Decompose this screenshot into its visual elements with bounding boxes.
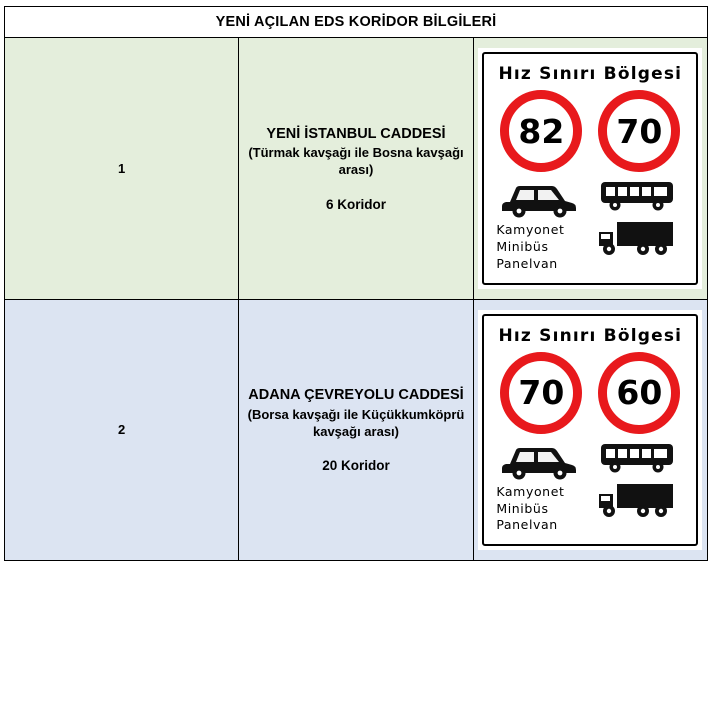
speed-limit-left-value: 82 <box>518 111 565 151</box>
page-title: YENİ AÇILAN EDS KORİDOR BİLGİLERİ <box>5 7 708 38</box>
speed-limit-right-value: 70 <box>616 111 663 151</box>
vehicle-group <box>492 178 688 273</box>
speed-limit-right-value: 60 <box>616 373 663 413</box>
vehicle-left-column <box>496 440 590 535</box>
vehicle-right-column <box>590 178 684 258</box>
vehicle-label: Minibüs <box>496 238 549 254</box>
row-index: 2 <box>5 299 239 561</box>
vehicle-label: Kamyonet <box>496 483 565 499</box>
speed-limit-sign <box>482 52 698 285</box>
speed-limit-left <box>500 352 582 434</box>
street-section: (Borsa kavşağı ile Küçükkumköprü kavşağı arası) <box>247 406 465 439</box>
document-page <box>0 6 712 708</box>
car-icon <box>496 440 580 480</box>
vehicle-labels <box>496 484 564 535</box>
vehicle-label: Panelvan <box>496 255 558 271</box>
speed-limit-right <box>598 352 680 434</box>
table-title-row <box>5 7 708 38</box>
vehicle-left-column <box>496 178 590 273</box>
speed-limit-group <box>492 90 688 172</box>
speed-limit-left <box>500 90 582 172</box>
bus-icon <box>595 440 679 474</box>
street-section: (Türmak kavşağı ile Bosna kavşağı arası) <box>248 144 464 177</box>
sign-heading: Hız Sınırı Bölgesi <box>498 64 683 84</box>
row-sign-cell <box>473 299 707 561</box>
car-icon <box>496 178 580 218</box>
row-sign-cell <box>473 38 707 300</box>
truck-icon <box>595 480 679 520</box>
corridor-count: 20 Koridor <box>322 458 390 474</box>
vehicle-label: Minibüs <box>496 500 549 516</box>
speed-limit-group <box>492 352 688 434</box>
vehicle-right-column <box>590 440 684 520</box>
table-row <box>5 38 708 300</box>
truck-icon <box>595 218 679 258</box>
table-row <box>5 299 708 561</box>
row-index: 1 <box>5 38 239 300</box>
speed-limit-right <box>598 90 680 172</box>
row-description <box>239 38 473 300</box>
bus-icon <box>595 178 679 212</box>
eds-corridor-table <box>4 6 708 561</box>
row-description <box>239 299 473 561</box>
sign-heading: Hız Sınırı Bölgesi <box>498 325 683 346</box>
street-name: ADANA ÇEVREYOLU CADDESİ <box>248 387 464 404</box>
speed-limit-sign <box>482 314 698 547</box>
corridor-count: 6 Koridor <box>325 196 386 212</box>
street-name: YENİ İSTANBUL CADDESİ <box>266 125 446 142</box>
vehicle-label: Panelvan <box>496 517 558 533</box>
vehicle-group <box>492 440 688 535</box>
vehicle-label: Kamyonet <box>496 222 565 237</box>
speed-limit-left-value: 70 <box>518 373 565 413</box>
vehicle-labels <box>496 222 564 273</box>
